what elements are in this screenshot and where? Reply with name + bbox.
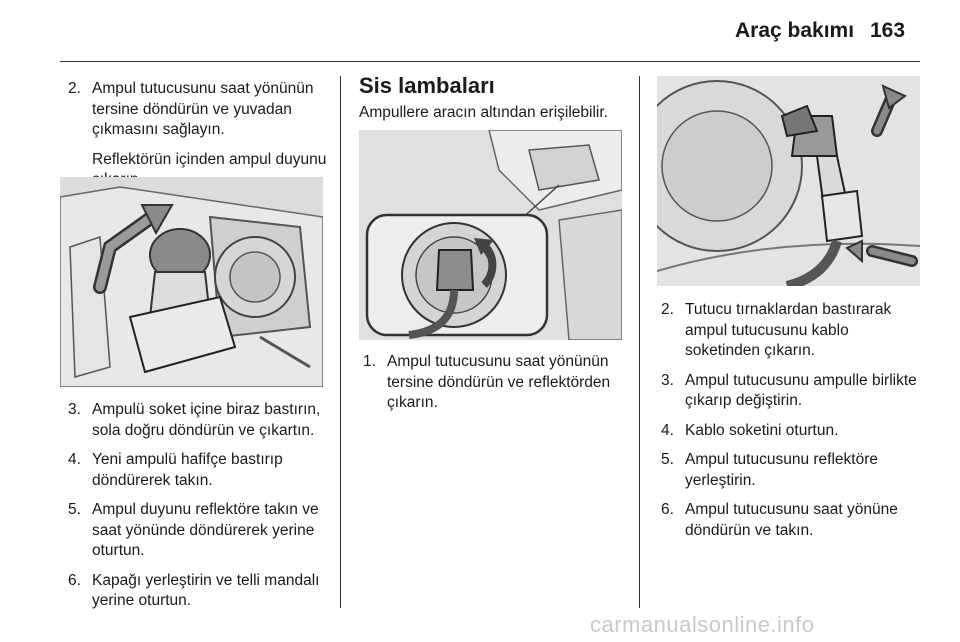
step-text: Kablo soketini oturtun. <box>685 421 839 439</box>
step-text: Ampul tutucusunu saat yönüne döndürün ve takın. <box>685 501 898 539</box>
step-number: 3. <box>661 371 674 389</box>
step-number: 2. <box>68 80 81 97</box>
step-text: Ampul tutucusunu saat yönünün tersine döndürün ve reflektörden çıkarın. <box>387 353 611 411</box>
step-number: 2. <box>661 301 674 318</box>
step-number: 6. <box>68 571 81 589</box>
fog-lamp-socket-illustration <box>657 76 920 286</box>
left-column-bottom <box>64 400 328 621</box>
step-text: Kapağı yerleştirin ve telli mandalı yerine oturtun. <box>92 571 320 609</box>
step-number: 3. <box>68 401 81 418</box>
step-2 <box>657 300 927 362</box>
step-4 <box>64 450 328 491</box>
column-divider-2 <box>639 76 640 608</box>
page-number: 163 <box>870 19 906 42</box>
headlamp-bulb-illustration <box>60 177 323 387</box>
middle-column-bottom <box>359 352 629 423</box>
page-header-title: Araç bakımı <box>735 19 855 42</box>
middle-column-top <box>359 73 629 131</box>
step-number: 1. <box>363 353 376 370</box>
watermark: carmanualsonline.info <box>590 612 815 637</box>
fog-lamp-illustration <box>359 130 622 340</box>
section-lead: Ampullere aracın altından erişilebilir. <box>359 103 608 121</box>
step-number: 4. <box>661 421 674 439</box>
step-number: 4. <box>68 451 81 468</box>
header-rule <box>60 61 920 62</box>
step-5 <box>64 500 328 562</box>
step-text: Ampul duyunu reflektöre takın ve saat yönünde döndürerek yerine oturtun. <box>92 501 319 559</box>
step-text: Yeni ampulü hafifçe bastırıp döndürerek takın. <box>92 451 283 489</box>
step-1 <box>359 352 629 414</box>
step-3 <box>657 371 927 412</box>
step-2 <box>64 79 328 141</box>
step-note: Reflektörün içinden ampul duyunu <box>92 150 327 168</box>
step-text: Ampulü soket içine biraz bastırın, sola doğru döndürün ve çıkartın. <box>92 401 321 439</box>
step-number: 5. <box>68 501 81 518</box>
step-text: Ampul tutucusunu reflektöre yerleştirin. <box>685 451 878 489</box>
step-number: 6. <box>661 501 674 518</box>
step-text: Tutucu tırnaklardan bastırarak ampul tutucusunu kablo soketinden çıkarın. <box>685 301 892 359</box>
right-column-bottom <box>657 300 927 550</box>
step-5 <box>657 450 927 491</box>
step-text: Ampul tutucusunu saat yönünün tersine döndürün ve yuvadan çıkmasını sağlayın. <box>92 80 314 138</box>
step-3 <box>64 400 328 441</box>
step-text: Ampul tutucusunu ampulle birlikte çıkarıp değiştirin. <box>685 371 917 409</box>
step-6 <box>657 500 927 541</box>
column-divider-1 <box>340 76 341 608</box>
step-6 <box>64 571 328 612</box>
step-4 <box>657 421 927 442</box>
section-heading: Sis lambaları <box>359 73 495 98</box>
step-number: 5. <box>661 451 674 468</box>
